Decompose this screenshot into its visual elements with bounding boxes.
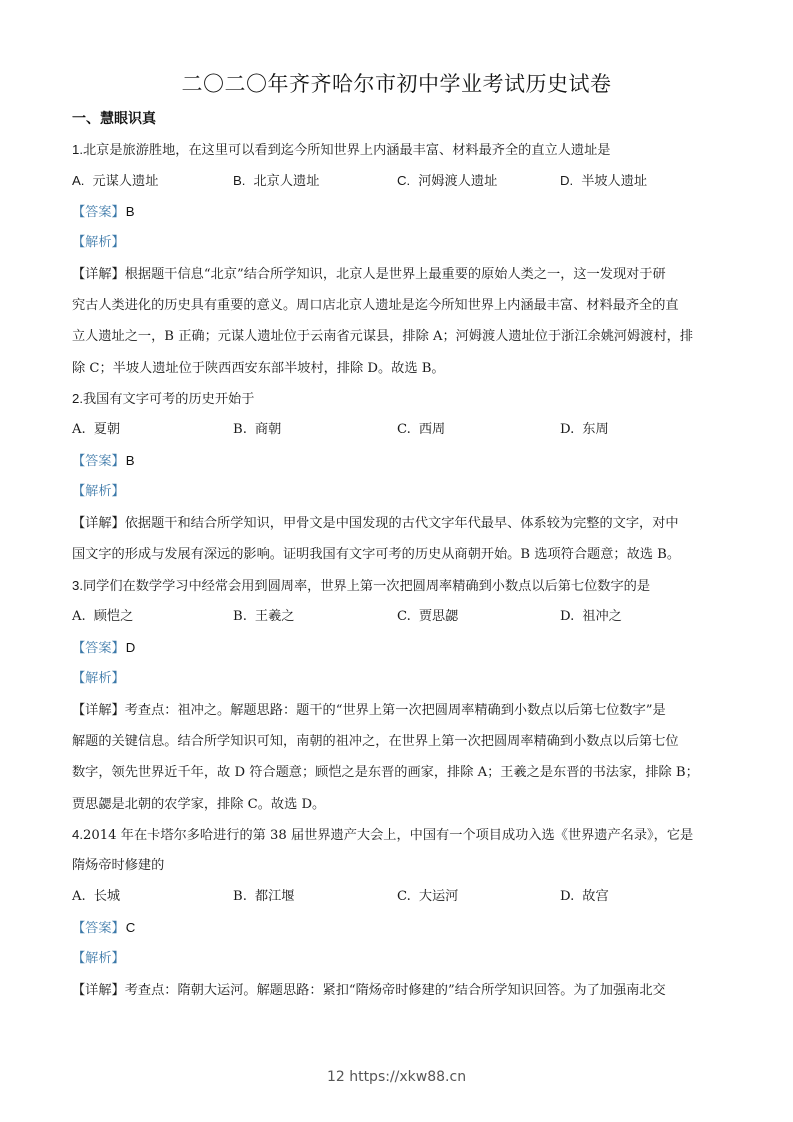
q3-option-a: A. 顾恺之: [72, 609, 134, 624]
q1-option-b: B. 北京人遗址: [233, 173, 320, 189]
q1-detail: 【详解】根据题干信息“北京”结合所学知识，北京人是世界上最重要的原始人类之一，这一发现对于研 究古人类进化的历史具有重要的意义。周口店北京人遗址是迄今所知世界上内涵最丰富、材料最齐全的直 立人遗址之一，B 正确；元谋人遗址位于云南省元谋县，排除 A；河姆渡人遗址位于浙江余姚河姆渡村，排 除 C；半坡人遗址位于陕西西安东部半坡村，排除 D。故选 B。: [72, 267, 694, 376]
answer-label: 【答案】: [72, 205, 125, 220]
q2-option-a: A. 夏朝: [72, 422, 121, 437]
q3-option-c: C. 贾思勰: [397, 609, 459, 624]
q4-option-d: D. 故宫: [560, 889, 609, 904]
question-2-stem: 2.我国有文字可考的历史开始于: [72, 391, 255, 407]
question-1-stem: [72, 141, 611, 160]
q1-option-c: C. 河姆渡人遗址: [397, 173, 498, 189]
q2-option-d: D. 东周: [560, 422, 609, 437]
q4-detail: 【详解】考查点：隋朝大运河。解题思路：紧扣“隋炀帝时修建的”结合所学知识回答。为了加强南北交: [72, 983, 666, 998]
q3-option-b: B. 王羲之: [233, 609, 295, 624]
question-3-stem: 3.同学们在数学学习中经常会用到圆周率，世界上第一次把圆周率精确到小数点以后第七位数字的是: [72, 578, 651, 594]
q1-answer: [72, 203, 135, 222]
q1-option-a: A. 元谋人遗址: [72, 173, 159, 189]
question-number: 1.: [72, 142, 83, 157]
section-heading: 一、慧眼识真: [72, 111, 156, 127]
q1-option-d: D. 半坡人遗址: [560, 173, 648, 189]
q3-detail: 【详解】考查点：祖冲之。解题思路：题干的“世界上第一次把圆周率精确到小数点以后第七位数字”是 解题的关键信息。结合所学知识可知，南朝的祖冲之，在世界上第一次把圆周率精确到小数点以后第七位 数字，领先世界近千年，故 D 符合题意；顾恺之是东晋的画家，排除 A；王羲之是东晋的书法家，排除 B； 贾思勰是北朝的农学家，排除 C。故选 D。: [72, 703, 699, 812]
question-4-stem-cont: 隋炀帝时修建的: [72, 858, 165, 873]
detail-label: 【详解】: [72, 267, 125, 282]
question-text: 北京是旅游胜地，在这里可以看到迄今所知世界上内涵最丰富、材料最齐全的直立人遗址是: [83, 143, 611, 158]
page-footer: 12 https://xkw88.cn: [326, 1069, 467, 1085]
q2-detail: 【详解】依据题干和结合所学知识，甲骨文是中国发现的古代文字年代最早、体系较为完整的文字，对中 国文字的形成与发展有深远的影响。证明我国有文字可考的历史从商朝开始。B 选项符合题意；故选 B。: [72, 516, 681, 563]
q3-analysis-label: 【解析】: [72, 671, 125, 686]
q2-option-c: C. 西周: [397, 422, 446, 437]
q4-option-a: A. 长城: [72, 889, 121, 904]
q1-analysis-label: 【解析】: [72, 235, 125, 250]
answer-value: B: [125, 204, 135, 219]
q3-option-d: D. 祖冲之: [560, 609, 622, 624]
q4-option-c: C. 大运河: [397, 889, 459, 904]
q3-answer: 【答案】D: [72, 640, 136, 656]
q4-option-b: B. 都江堰: [233, 889, 295, 904]
q4-analysis-label: 【解析】: [72, 951, 125, 966]
q2-option-b: B. 商朝: [233, 422, 282, 437]
q2-answer: 【答案】B: [72, 453, 135, 469]
page-title: 二〇二〇年齐齐哈尔市初中学业考试历史试卷: [181, 72, 612, 96]
q4-answer: 【答案】C: [72, 920, 136, 936]
question-4-stem: 4.2014 年在卡塔尔多哈进行的第 38 届世界遗产大会上，中国有一个项目成功入选《世界遗产名录》，它是: [72, 827, 694, 843]
q2-analysis-label: 【解析】: [72, 484, 125, 499]
